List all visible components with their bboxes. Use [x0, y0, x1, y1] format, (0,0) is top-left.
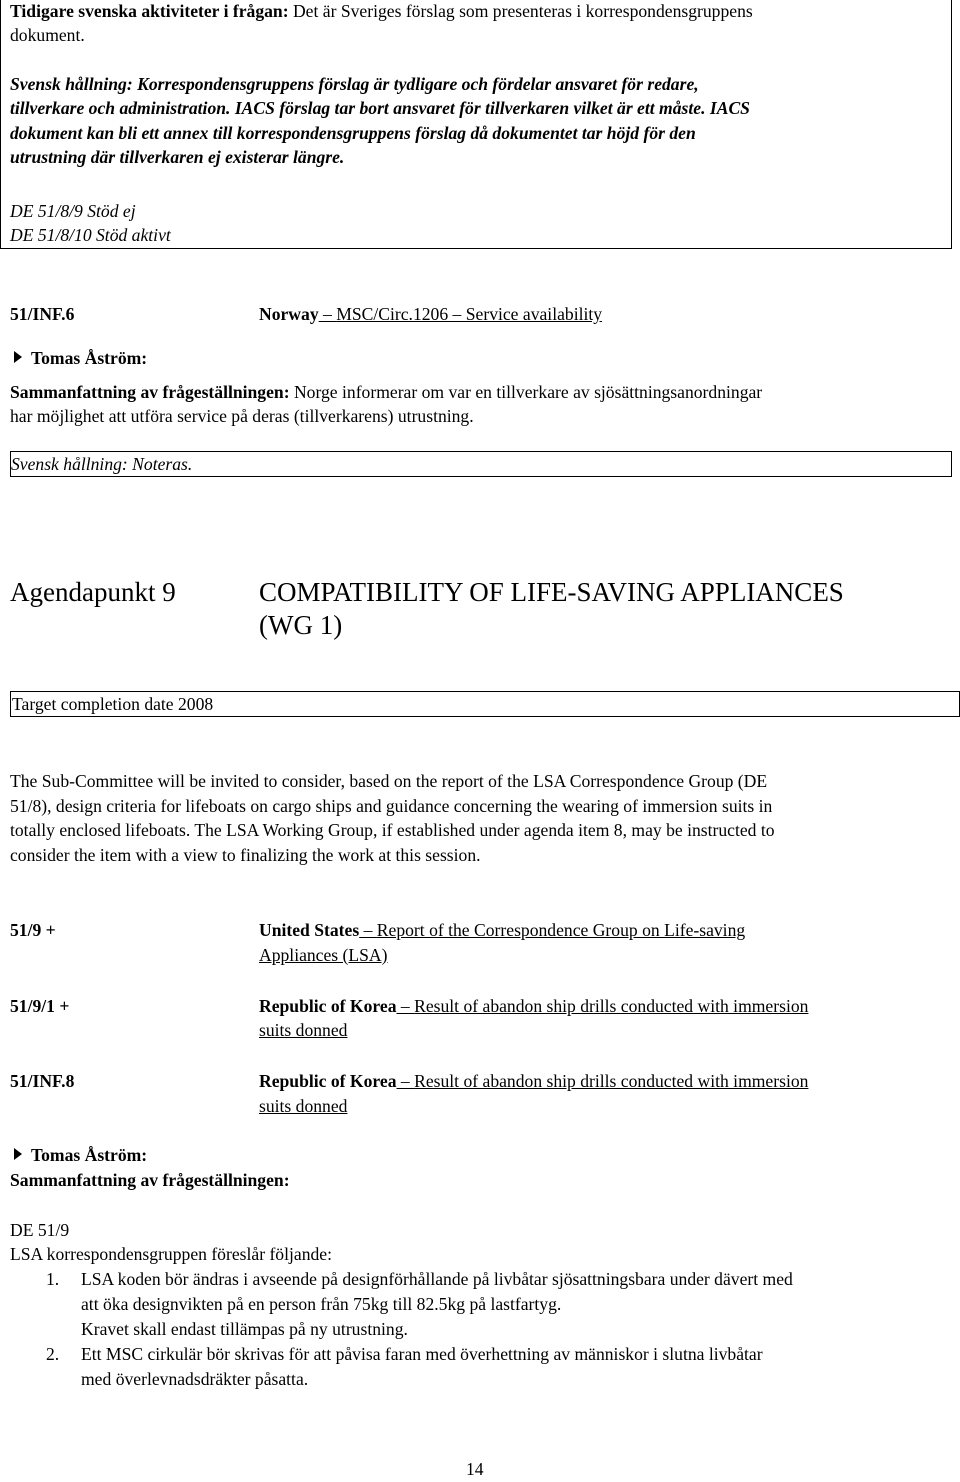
doc-51-9-line-2: Appliances (LSA)	[259, 945, 388, 965]
person-heading-1[interactable]: Tomas Åström:	[14, 346, 147, 371]
proposal-1-number: 1.	[46, 1269, 60, 1289]
summary-1-line-1: Sammanfattning av frågeställningen: Norge informerar om var en tillverkare av sjösättningsanordningar	[10, 382, 763, 402]
agenda-item-title-1: COMPATIBILITY OF LIFE-SAVING APPLIANCES	[259, 577, 844, 607]
lsa-intro: LSA korrespondensgruppen föreslår följande:	[10, 1244, 332, 1264]
de-51-9-heading: DE 51/9	[10, 1220, 70, 1240]
agenda-item-label: Agendapunkt 9	[10, 577, 176, 607]
proposal-2-line-2: med överlevnadsdräkter påsatta.	[81, 1369, 309, 1389]
proposal-1-line-2: att öka designvikten på en person från 75kg till 82.5kg på lastfartyg.	[81, 1294, 562, 1314]
doc-ref-51-9-1: 51/9/1 +	[10, 996, 70, 1016]
doc-inf8-line-1: Republic of Korea – Result of abandon ship drills conducted with immersion	[259, 1071, 809, 1091]
previous-activities-line-2: dokument.	[10, 25, 85, 45]
proposal-1-line-3: Kravet skall endast tillämpas på ny utrustning.	[81, 1319, 408, 1339]
stance-de-51-8-10: DE 51/8/10 Stöd aktivt	[10, 225, 171, 245]
swedish-position-noteras: Svensk hållning: Noteras.	[11, 454, 193, 474]
doc-inf6-entry: Norway – MSC/Circ.1206 – Service availability	[259, 304, 603, 324]
page-number: 14	[466, 1459, 484, 1479]
proposal-2-number: 2.	[46, 1344, 60, 1364]
agenda-item-title-2: (WG 1)	[259, 610, 343, 640]
proposal-2-line-1: Ett MSC cirkulär bör skrivas för att påvisa faran med överhettning av människor i slutna livbåtar	[81, 1344, 763, 1364]
doc-ref-inf8: 51/INF.8	[10, 1071, 75, 1091]
summary-1-line-2: har möjlighet att utföra service på deras (tillverkarens) utrustning.	[10, 406, 474, 426]
swedish-position-line-4: utrustning där tillverkaren ej existerar längre.	[10, 147, 345, 167]
doc-51-9-1-line-2: suits donned	[259, 1020, 348, 1040]
intro-line-2: 51/8), design criteria for lifeboats on cargo ships and guidance concerning the wearing of immersion suits in	[10, 796, 773, 816]
person-heading-2[interactable]: Tomas Åström:	[14, 1143, 147, 1168]
swedish-position-line-1: Svensk hållning: Korrespondensgruppens förslag är tydligare och fördelar ansvaret för redare,	[10, 74, 699, 94]
proposal-1-line-1: LSA koden bör ändras i avseende på designförhållande på livbåtar sjösattningsbara under dävert med	[81, 1269, 793, 1289]
doc-ref-inf6: 51/INF.6	[10, 304, 75, 324]
intro-line-4: consider the item with a view to finalizing the work at this session.	[10, 845, 481, 865]
intro-line-3: totally enclosed lifeboats. The LSA Working Group, if established under agenda item 8, may be instructed to	[10, 820, 775, 840]
swedish-position-line-3: dokument kan bli ett annex till korrespondensgruppens förslag då dokumentet tar höjd för den	[10, 123, 696, 143]
previous-activities-line: Tidigare svenska aktiviteter i frågan: Det är Sveriges förslag som presenteras i korrespondensgruppens	[10, 1, 753, 21]
summary-2-label: Sammanfattning av frågeställningen:	[10, 1170, 290, 1190]
collapse-triangle-icon[interactable]	[14, 1148, 22, 1160]
doc-51-9-line-1: United States – Report of the Correspondence Group on Life-saving	[259, 920, 746, 940]
doc-inf8-line-2: suits donned	[259, 1096, 348, 1116]
intro-line-1: The Sub-Committee will be invited to consider, based on the report of the LSA Correspondence Group (DE	[10, 771, 768, 791]
collapse-triangle-icon[interactable]	[14, 351, 22, 363]
doc-51-9-1-line-1: Republic of Korea – Result of abandon ship drills conducted with immersion	[259, 996, 809, 1016]
doc-ref-51-9: 51/9 +	[10, 920, 56, 940]
target-completion: Target completion date 2008	[12, 694, 214, 714]
swedish-position-line-2: tillverkare och administration. IACS förslag tar bort ansvaret för tillverkaren vilket är ett måste. IACS	[10, 98, 750, 118]
stance-de-51-8-9: DE 51/8/9 Stöd ej	[10, 201, 136, 221]
